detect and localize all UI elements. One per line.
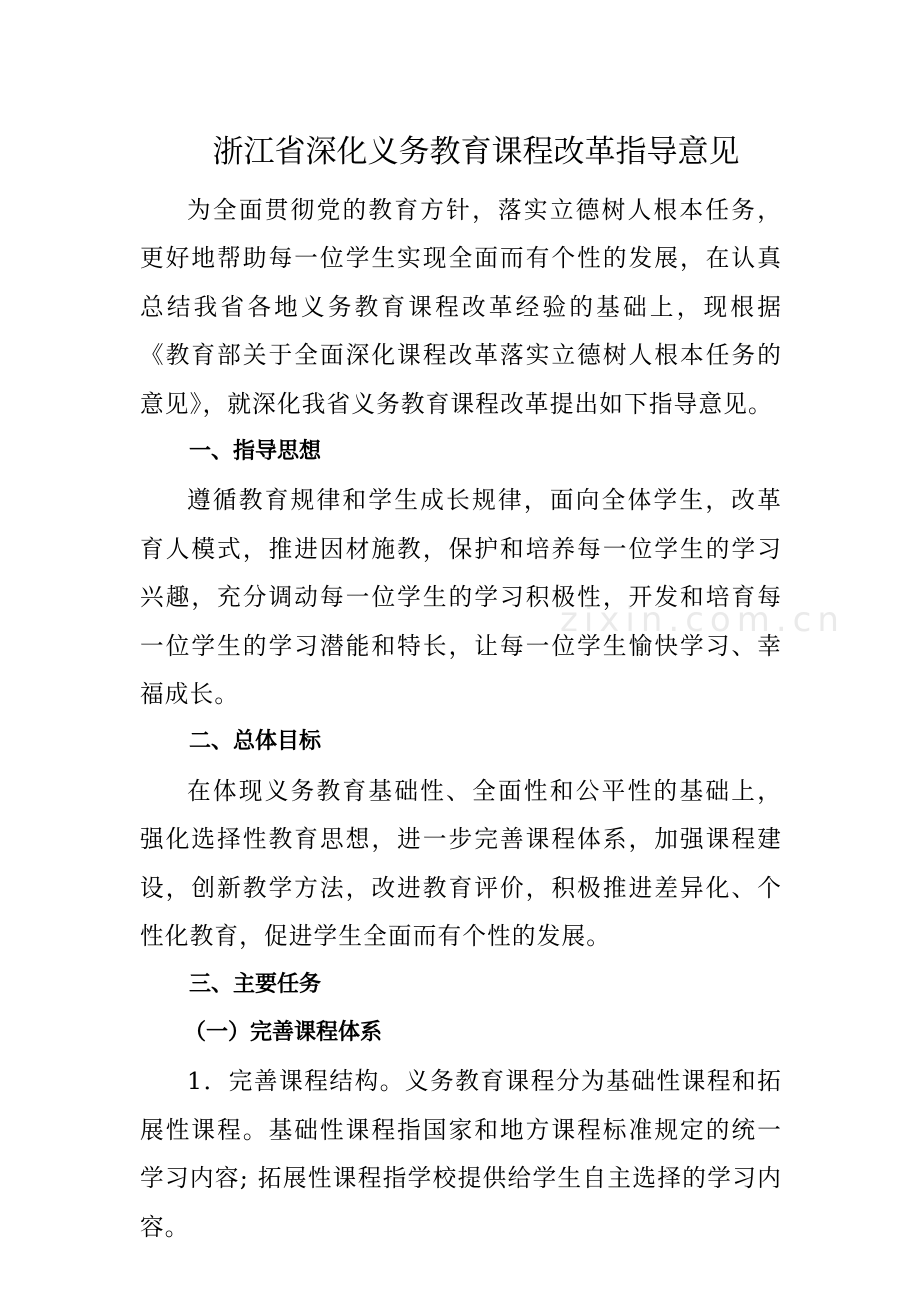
section-paragraph-guiding-ideology: 遵循教育规律和学生成长规律，面向全体学生，改革育人模式，推进因材施教，保护和培养每一位学生的学习兴趣，充分调动每一位学生的学习积极性，开发和培育每一位学生的学习潜能和特长，让每一位学生愉快学习、幸福成长。 [140, 486, 782, 709]
section-paragraph-curriculum-structure: 1．完善课程结构。义务教育课程分为基础性课程和拓展性课程。基础性课程指国家和地方课程标准规定的统一学习内容; 拓展性课程指学校提供给学生自主选择的学习内容。 [140, 1067, 782, 1241]
subsection-heading-curriculum-system: （一）完善课程体系 [184, 1019, 383, 1045]
section-paragraph-overall-goal: 在体现义务教育基础性、全面性和公平性的基础上，强化选择性教育思想，进一步完善课程体系，加强课程建设，创新教学方法，改进教育评价，积极推进差异化、个性化教育，促进学生全面而有个性的发展。 [140, 776, 782, 951]
section-heading-main-tasks: 三、主要任务 [189, 971, 322, 997]
document-title: 浙江省深化义务教育课程改革指导意见 [212, 134, 740, 170]
intro-paragraph: 为全面贯彻党的教育方针，落实立德树人根本任务，更好地帮助每一位学生实现全面而有个性的发展，在认真总结我省各地义务教育课程改革经验的基础上，现根据《教育部关于全面深化课程改革落实立德树人根本任务的意见》，就深化我省义务教育课程改革提出如下指导意见。 [140, 196, 782, 418]
section-heading-guiding-ideology: 一、指导思想 [189, 439, 322, 465]
watermark: zixin.com.cn [560, 600, 845, 640]
section-heading-overall-goal: 二、总体目标 [189, 729, 322, 755]
document-body [140, 128, 782, 1251]
